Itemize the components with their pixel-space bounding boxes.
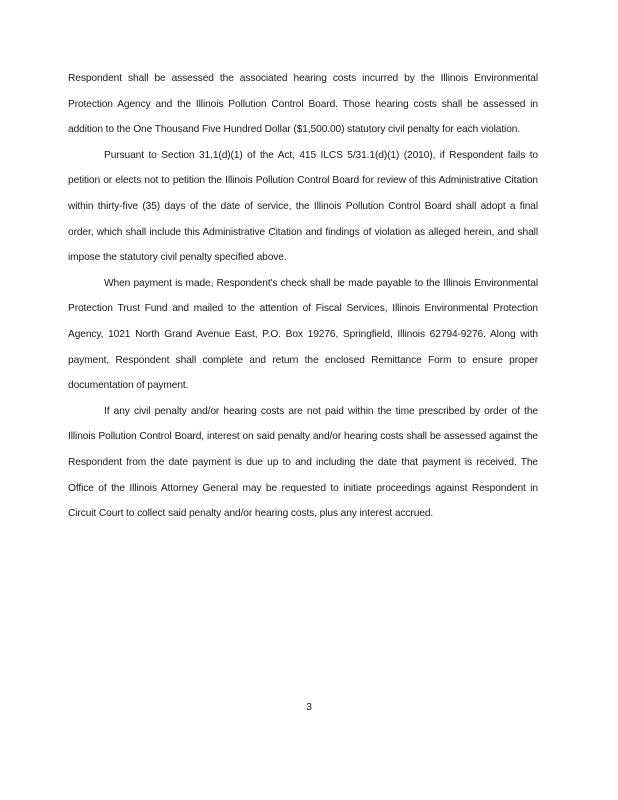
paragraph-payment-instructions: When payment is made, Respondent's check shall be made payable to the Illinois Environmental Protection Trust Fund and mailed to the attention of Fiscal Services, Illinois Environmental Protection Agency, 1021 North Grand Avenue East, P.O. Box 19276, Springfield, Illinois 62794-9276. Along with payment, Respondent shall complete and return the enclosed Remittance Form to ensure proper documentation of payment. [68,277,538,392]
paragraph-hearing-costs: Respondent shall be assessed the associated hearing costs incurred by the Illinois Environmental Protection Agency and the Illinois Pollution Control Board. Those hearing costs shall be assessed in addition to the One Thousand Five Hundred Dollar ($1,500.00) statutory civil penalty for each violation. [68,73,538,136]
document-body [68,66,538,527]
page-number: 3 [306,701,312,713]
paragraph-final-order: Pursuant to Section 31.1(d)(1) of the Act, 415 ILCS 5/31.1(d)(1) (2010), if Respondent fails to petition or elects not to petition the Illinois Pollution Control Board for review of this Administrative Citation within thirty-five (35) days of the date of service, the Illinois Pollution Control Board shall adopt a final order, which shall include this Administrative Citation and findings of violation as alleged herein, and shall impose the statutory civil penalty specified above. [68,149,538,264]
paragraph-interest-collection: If any civil penalty and/or hearing costs are not paid within the time prescribed by order of the Illinois Pollution Control Board, interest on said penalty and/or hearing costs shall be assessed against the Respondent from the date payment is due up to and including the date that payment is received. The Office of the Illinois Attorney General may be requested to initiate proceedings against Respondent in Circuit Court to collect said penalty and/or hearing costs, plus any interest accrued. [68,405,538,520]
